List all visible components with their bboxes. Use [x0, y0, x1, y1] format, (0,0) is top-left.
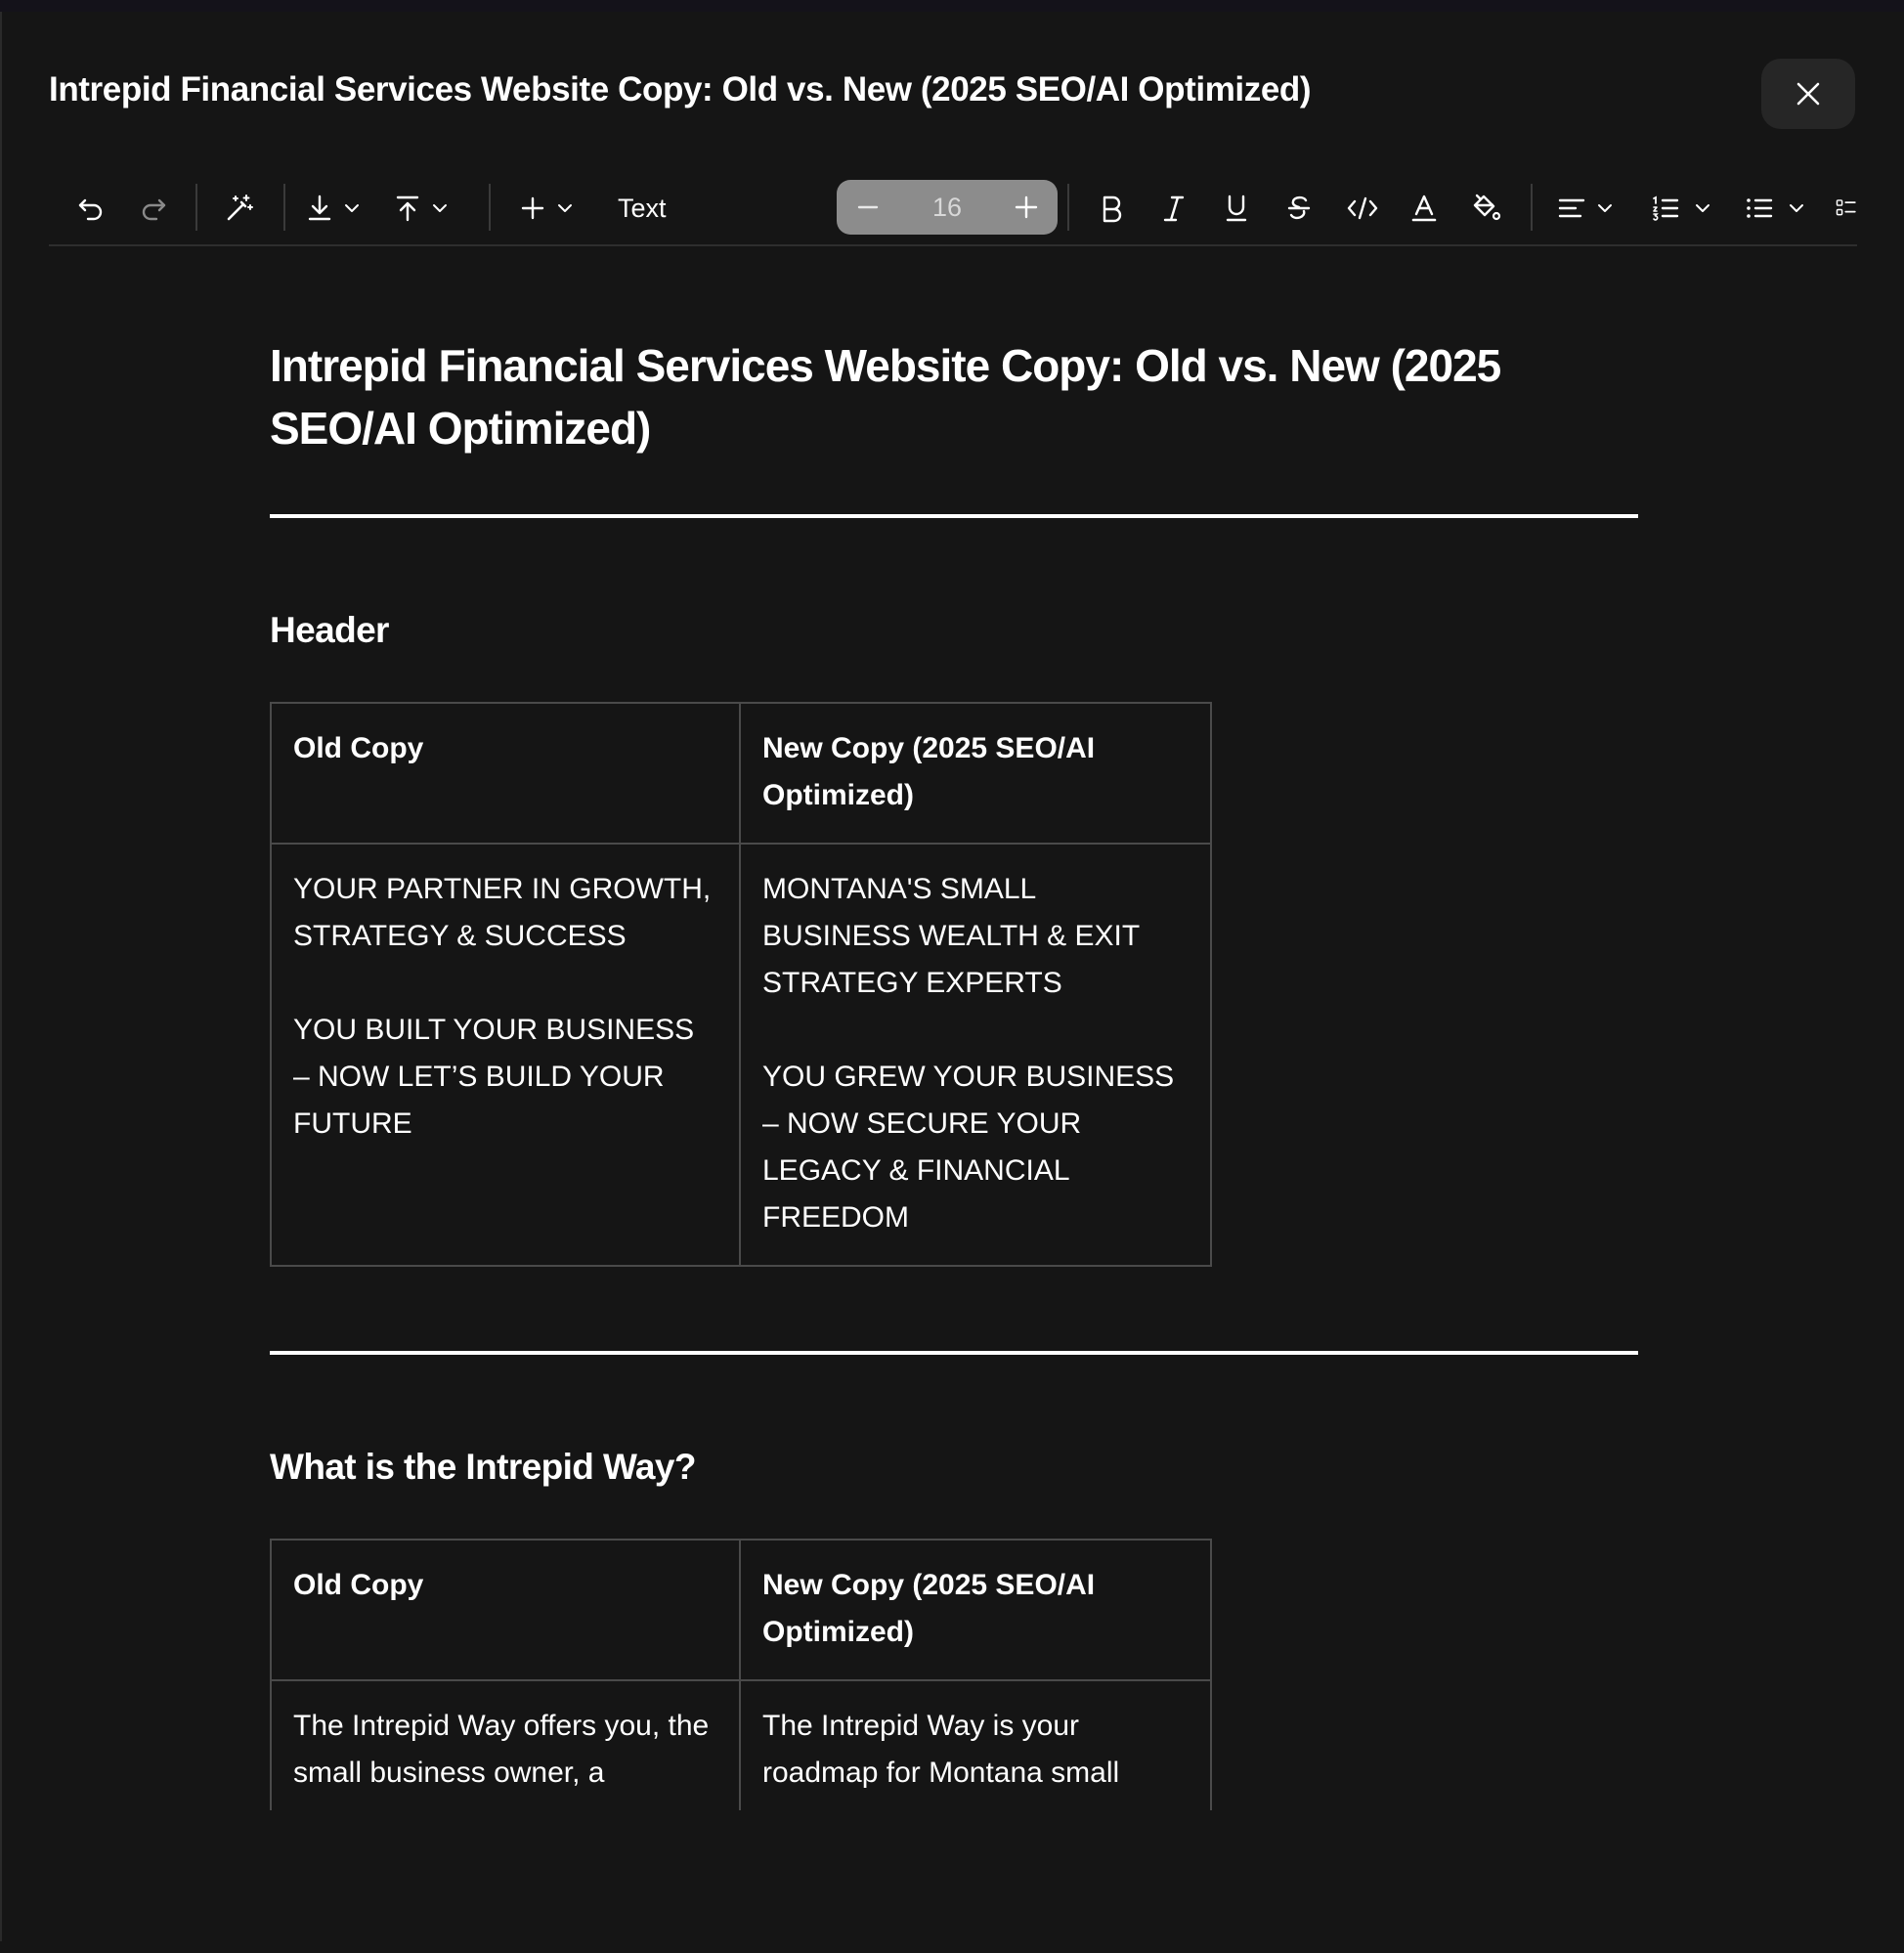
- toolbar-separator: [1067, 184, 1069, 231]
- cell-paragraph: YOU GREW YOUR BUSINESS – NOW SECURE YOUR LEGACY & FINANCIAL FREEDOM: [762, 1061, 1175, 1234]
- code-icon: [1346, 194, 1379, 223]
- numbered-list-icon: [1651, 195, 1680, 222]
- section-heading: What is the Intrepid Way?: [270, 1447, 696, 1487]
- empty-line: [293, 960, 717, 1007]
- undo-button[interactable]: [68, 186, 113, 231]
- underline-icon: [1224, 194, 1249, 223]
- bold-icon: [1099, 194, 1124, 223]
- cell-paragraph: YOUR PARTNER IN GROWTH, STRATEGY & SUCCESS: [293, 873, 712, 952]
- code-button[interactable]: [1337, 186, 1388, 231]
- table-cell-old[interactable]: [271, 844, 740, 1266]
- table-row: [271, 844, 1211, 1266]
- highlight-icon: [1471, 194, 1502, 223]
- plus-icon: [1014, 195, 1039, 220]
- text-color-button[interactable]: [1402, 186, 1447, 231]
- document-title: Intrepid Financial Services Website Copy: Old vs. New (2025 SEO/AI Optimized): [270, 340, 1501, 454]
- import-button[interactable]: [303, 186, 366, 231]
- ai-assist-button[interactable]: [217, 186, 262, 231]
- cell-paragraph: The Intrepid Way offers you, the small business owner, a: [293, 1710, 710, 1789]
- font-size-value[interactable]: 16: [931, 192, 963, 222]
- close-icon: [1796, 81, 1821, 107]
- table-header-cell[interactable]: Old Copy: [271, 703, 740, 844]
- table-header-row: [271, 703, 1211, 844]
- align-button[interactable]: [1554, 186, 1619, 231]
- window-top-strip: [0, 0, 1904, 12]
- table-cell-new[interactable]: [740, 844, 1211, 1266]
- task-list-button[interactable]: [1836, 186, 1857, 231]
- cell-paragraph: YOU BUILT YOUR BUSINESS – NOW LET’S BUILD YOUR FUTURE: [293, 1014, 695, 1140]
- undo-icon: [76, 194, 106, 223]
- redo-button[interactable]: [131, 186, 176, 231]
- magic-wand-icon: [224, 193, 255, 224]
- document-body[interactable]: [270, 334, 1638, 1810]
- underline-button[interactable]: [1214, 186, 1259, 231]
- modal-title: Intrepid Financial Services Website Copy: Old vs. New (2025 SEO/AI Optimized): [49, 70, 1312, 108]
- strikethrough-button[interactable]: [1277, 186, 1321, 231]
- chevron-down-icon: [554, 197, 576, 219]
- table-header-cell[interactable]: New Copy (2025 SEO/AI Optimized): [740, 1540, 1211, 1680]
- table-header-row: [271, 1540, 1211, 1680]
- toolbar-separator: [1531, 184, 1533, 231]
- text-color-icon: [1410, 194, 1438, 223]
- table-row: [271, 1680, 1211, 1810]
- toolbar-separator: [489, 184, 491, 231]
- italic-button[interactable]: [1151, 186, 1196, 231]
- chevron-down-icon: [1786, 197, 1807, 219]
- plus-icon: [519, 195, 546, 222]
- editor-modal: [2, 12, 1904, 1941]
- insert-button[interactable]: [516, 186, 579, 231]
- chevron-down-icon: [1692, 197, 1713, 219]
- align-left-icon: [1557, 195, 1586, 222]
- close-button[interactable]: [1761, 59, 1855, 129]
- font-size-decrease-button[interactable]: [841, 180, 895, 235]
- comparison-table: [270, 702, 1212, 1267]
- table-header-cell[interactable]: New Copy (2025 SEO/AI Optimized): [740, 703, 1211, 844]
- numbered-list-button[interactable]: [1648, 186, 1716, 231]
- download-icon: [306, 194, 333, 223]
- section-heading: Header: [270, 610, 389, 650]
- font-size-increase-button[interactable]: [999, 180, 1054, 235]
- cell-paragraph: MONTANA'S SMALL BUSINESS WEALTH & EXIT STRATEGY EXPERTS: [762, 873, 1140, 999]
- toolbar-separator: [283, 184, 285, 231]
- font-size-stepper: [837, 180, 1058, 235]
- block-style-value: Text: [618, 193, 667, 223]
- chevron-down-icon: [429, 197, 451, 219]
- chevron-down-icon: [341, 197, 363, 219]
- comparison-table: [270, 1539, 1212, 1810]
- editor-toolbar: [49, 170, 1857, 246]
- chevron-down-icon: [1594, 197, 1616, 219]
- table-header-cell[interactable]: Old Copy: [271, 1540, 740, 1680]
- redo-icon: [139, 194, 168, 223]
- export-button[interactable]: [391, 186, 454, 231]
- bullet-list-button[interactable]: [1742, 186, 1810, 231]
- empty-line: [762, 1007, 1189, 1054]
- cell-paragraph: The Intrepid Way is your roadmap for Montana small: [762, 1710, 1120, 1789]
- bold-button[interactable]: [1089, 186, 1134, 231]
- task-list-icon: [1836, 195, 1857, 222]
- strikethrough-icon: [1285, 194, 1313, 223]
- italic-icon: [1161, 194, 1187, 223]
- table-cell-old[interactable]: [271, 1680, 740, 1810]
- bullet-list-icon: [1745, 195, 1774, 222]
- toolbar-separator: [195, 184, 197, 231]
- content-clip-area: [270, 1812, 1638, 1953]
- highlight-button[interactable]: [1464, 186, 1509, 231]
- table-cell-new[interactable]: [740, 1680, 1211, 1810]
- minus-icon: [855, 195, 881, 220]
- upload-icon: [394, 194, 421, 223]
